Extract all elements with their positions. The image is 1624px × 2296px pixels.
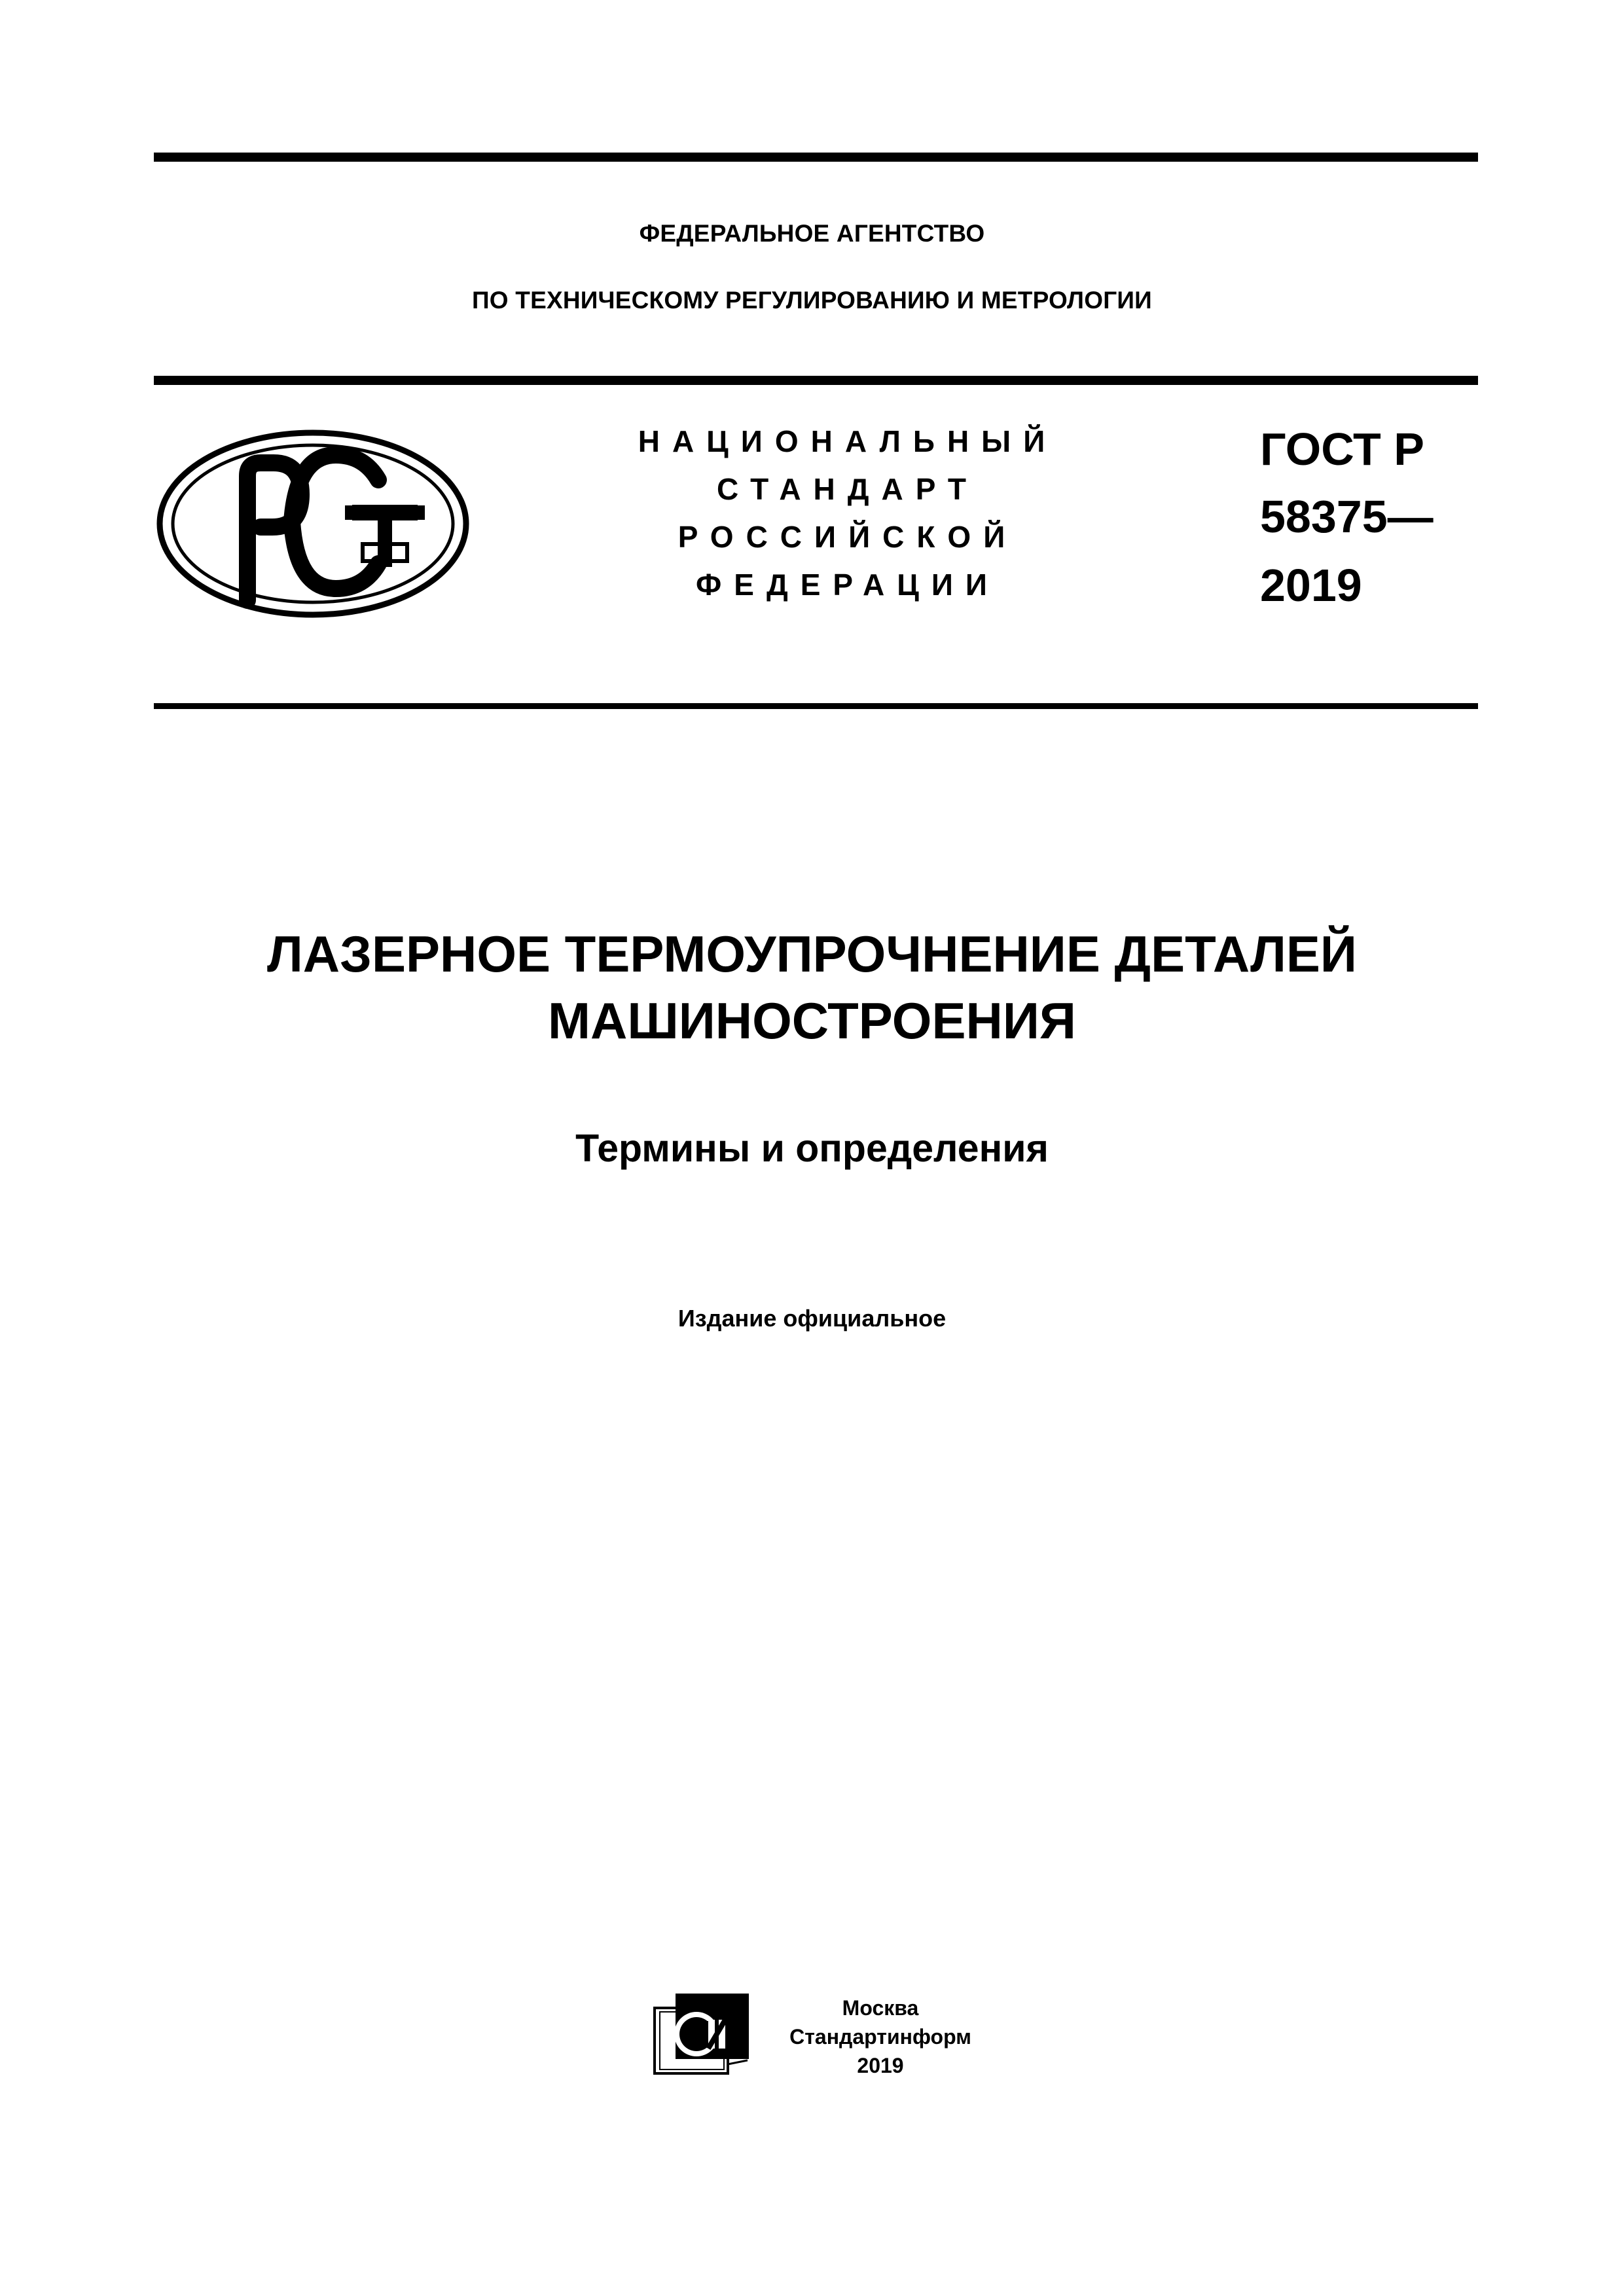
document-subtitle: Термины и определения [575,1127,1049,1170]
standartinform-logo [653,1992,750,2075]
imprint-year: 2019 [857,2054,904,2077]
standard-type-line-3: РОССИЙСКОЙ [677,520,1018,554]
standard-type-line-4: ФЕДЕРАЦИИ [696,568,1000,602]
top-rule [154,153,1478,162]
standard-type-line-2: СТАНДАРТ [717,472,979,506]
header-bottom-rule [154,703,1478,709]
document-title-line-1: ЛАЗЕРНОЕ ТЕРМОУПРОЧНЕНИЕ ДЕТАЛЕЙ [267,925,1357,983]
imprint-publisher: Стандартинформ [789,2025,971,2049]
rst-certification-logo [156,429,470,619]
edition-note: Издание официальное [677,1305,947,1332]
gost-designation-line-2: 58375— [1260,491,1434,542]
imprint-city: Москва [842,1996,919,2020]
gost-designation-line-3: 2019 [1260,560,1362,611]
gost-designation-line-1: ГОСТ Р [1260,424,1424,475]
document-title-line-2: МАШИНОСТРОЕНИЯ [548,992,1076,1049]
agency-name-line-1: ФЕДЕРАЛЬНОЕ АГЕНТСТВО [639,220,985,247]
agency-name-line-2: ПО ТЕХНИЧЕСКОМУ РЕГУЛИРОВАНИЮ И МЕТРОЛОГИИ [472,287,1152,314]
standard-type-line-1: НАЦИОНАЛЬНЫЙ [638,424,1058,458]
header-divider-rule [154,376,1478,385]
